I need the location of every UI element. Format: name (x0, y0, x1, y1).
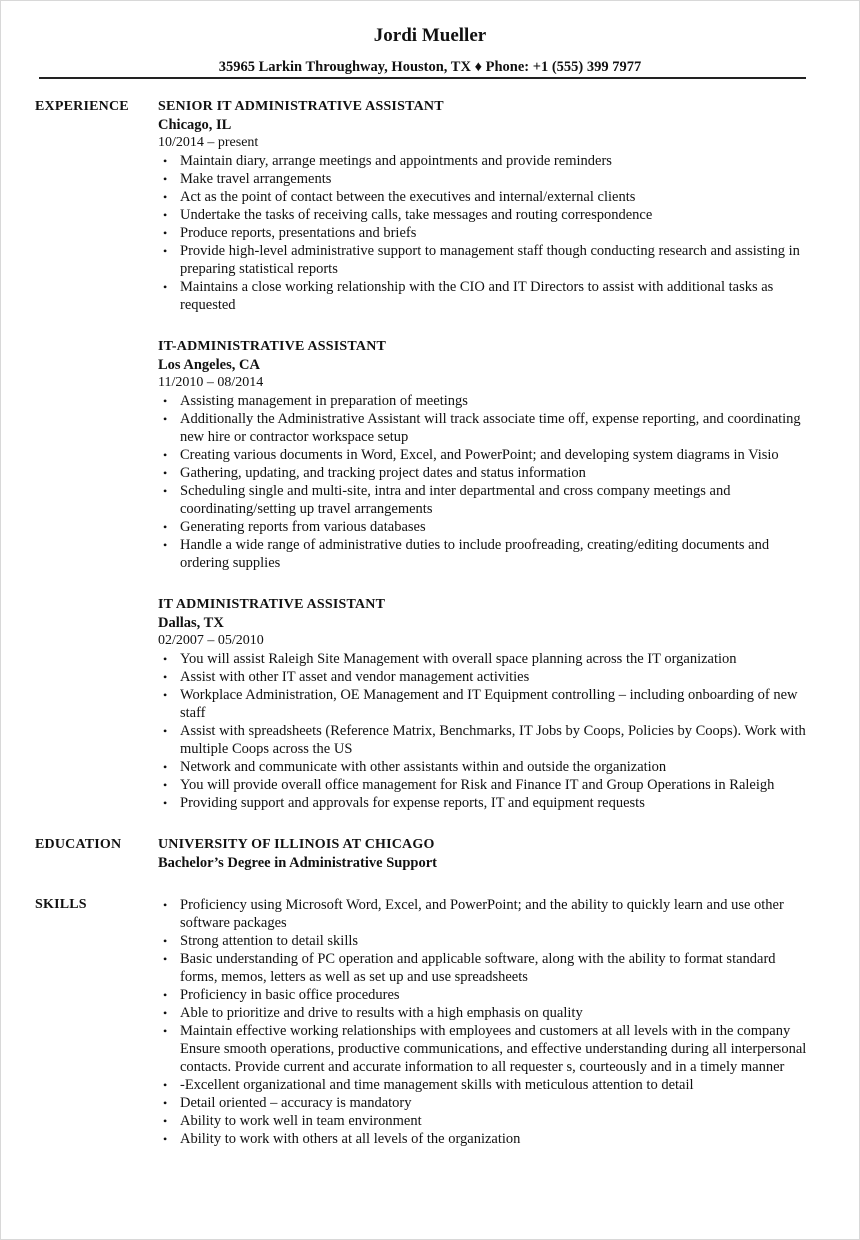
duty-item: • Produce reports, presentations and briefs (158, 224, 808, 242)
job-dates: 10/2014 – present (158, 135, 259, 150)
duty-item: • Assist with spreadsheets (Reference Matrix, Benchmarks, IT Jobs by Coops, Policies by Coops). Work with multiple Coops across the US (158, 722, 808, 758)
education-section (0, 836, 860, 872)
job-title: IT ADMINISTRATIVE ASSISTANT (158, 597, 386, 612)
job-entry (158, 98, 808, 314)
duty-item: • Creating various documents in Word, Excel, and PowerPoint; and developing system diagrams in Visio (158, 446, 808, 464)
skill-item: • Proficiency using Microsoft Word, Excel, and PowerPoint; and the ability to quickly learn and use other software packages (158, 896, 808, 932)
duty-item: • You will assist Raleigh Site Management with overall space planning across the IT organization (158, 650, 808, 668)
skills-heading: SKILLS (35, 897, 87, 912)
duty-item: • Generating reports from various databases (158, 518, 808, 536)
duty-item: • Act as the point of contact between the executives and internal/external clients (158, 188, 808, 206)
skills-section (0, 896, 860, 1148)
degree-name: Bachelor’s Degree in Administrative Support (158, 855, 437, 871)
duty-item: • Workplace Administration, OE Management and IT Equipment controlling – including onboarding of new staff (158, 686, 808, 722)
duty-item: • Additionally the Administrative Assistant will track associate time off, expense reporting, and coordinating new hire or contractor workspace setup (158, 410, 808, 446)
experience-list (158, 98, 808, 812)
duty-item: • Maintain diary, arrange meetings and appointments and provide reminders (158, 152, 808, 170)
job-location: Dallas, TX (158, 615, 224, 631)
skill-item: • Strong attention to detail skills (158, 932, 808, 950)
job-duties (158, 392, 808, 572)
duty-item: • Providing support and approvals for expense reports, IT and equipment requests (158, 794, 808, 812)
job-entry (158, 338, 808, 572)
skill-item: • Maintain effective working relationships with employees and customers at all levels with in the company Ensure smooth operations, productive communications, and effective understanding during all interpersonal contacts. Provide current and accurate information to all requester s, courteously and in a timely manner (158, 1022, 808, 1076)
resume-body (0, 98, 860, 1148)
duty-item: • Provide high-level administrative support to management staff though conducting research and assisting in preparing statistical reports (158, 242, 808, 278)
job-location: Chicago, IL (158, 117, 232, 133)
skills-list (158, 896, 808, 1148)
skill-item: • Basic understanding of PC operation and applicable software, along with the ability to format standard forms, memos, letters as well as set up and use spreadsheets (158, 950, 808, 986)
duty-item: • Scheduling single and multi-site, intra and inter departmental and cross company meetings and coordinating/setting up travel arrangements (158, 482, 808, 518)
skill-item: • -Excellent organizational and time management skills with meticulous attention to detail (158, 1076, 808, 1094)
duty-item: • Make travel arrangements (158, 170, 808, 188)
skill-item: • Ability to work with others at all levels of the organization (158, 1130, 808, 1148)
duty-item: • Assist with other IT asset and vendor management activities (158, 668, 808, 686)
education-heading: EDUCATION (35, 837, 122, 852)
duty-item: • Maintains a close working relationship with the CIO and IT Directors to assist with additional tasks as requested (158, 278, 808, 314)
education-entry (158, 836, 808, 872)
skill-item: • Able to prioritize and drive to results with a high emphasis on quality (158, 1004, 808, 1022)
skills-bullets (158, 896, 808, 1148)
experience-section (0, 98, 860, 812)
job-title: IT-ADMINISTRATIVE ASSISTANT (158, 339, 387, 354)
contact-line: 35965 Larkin Throughway, Houston, TX ♦ Phone: +1 (555) 399 7977 (218, 59, 642, 75)
skill-item: • Proficiency in basic office procedures (158, 986, 808, 1004)
duty-item: • Network and communicate with other assistants within and outside the organization (158, 758, 808, 776)
job-title: SENIOR IT ADMINISTRATIVE ASSISTANT (158, 99, 444, 114)
duty-item: • Gathering, updating, and tracking project dates and status information (158, 464, 808, 482)
duty-item: • Undertake the tasks of receiving calls, take messages and routing correspondence (158, 206, 808, 224)
duty-item: • Handle a wide range of administrative duties to include proofreading, creating/editing documents and ordering supplies (158, 536, 808, 572)
duty-item: • You will provide overall office management for Risk and Finance IT and Group Operations in Raleigh (158, 776, 808, 794)
candidate-name: Jordi Mueller (373, 25, 487, 46)
experience-heading: EXPERIENCE (35, 99, 129, 114)
skill-item: • Ability to work well in team environment (158, 1112, 808, 1130)
job-entry (158, 596, 808, 812)
header-divider (39, 77, 806, 79)
job-duties (158, 650, 808, 812)
job-dates: 11/2010 – 08/2014 (158, 375, 264, 390)
skill-item: • Detail oriented – accuracy is mandatory (158, 1094, 808, 1112)
job-dates: 02/2007 – 05/2010 (158, 633, 264, 648)
job-location: Los Angeles, CA (158, 357, 260, 373)
school-name: UNIVERSITY OF ILLINOIS AT CHICAGO (158, 837, 435, 852)
duty-item: • Assisting management in preparation of meetings (158, 392, 808, 410)
job-duties (158, 152, 808, 314)
